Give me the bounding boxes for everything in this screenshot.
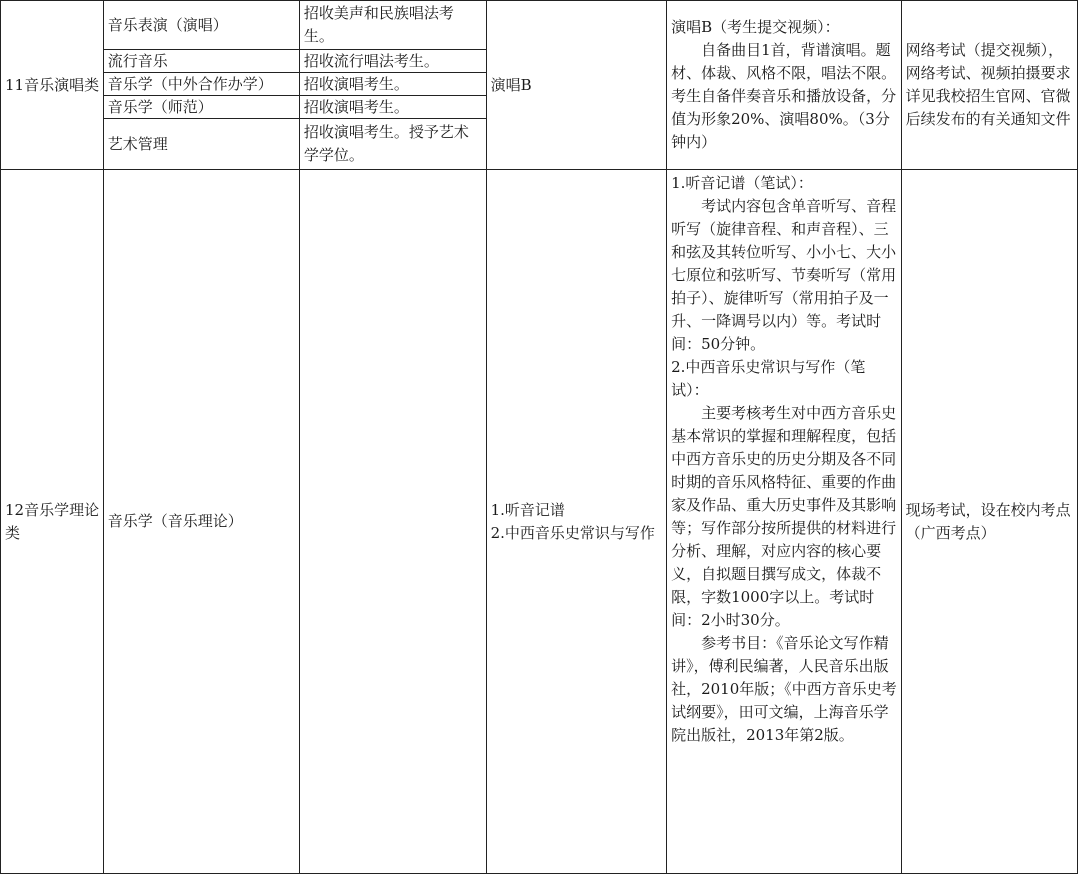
table-row xyxy=(1,170,1078,874)
content-body: 主要考核考生对中西方音乐史基本常识的掌握和理解程度，包括中西方音乐史的历史分期及各不同时期的音乐风格特征、重要的作曲家及作品、重大历史事件及其影响等；写作部分按所提供的材料进行分析、理解，对应内容的核心要义，自拟题目撰写成文，体裁不限，字数1000字以上。考试时间：2小时30分。 xyxy=(671,404,897,629)
table-row xyxy=(1,1,1078,50)
major-note: 招收流行唱法考生。 xyxy=(303,52,439,70)
note-cell xyxy=(299,170,486,874)
category-label: 12音乐学理论类 xyxy=(5,500,100,542)
major-name: 音乐表演（演唱） xyxy=(107,15,228,34)
note-cell xyxy=(299,50,486,73)
content-cell xyxy=(667,1,901,170)
exam-mode-text: 网络考试（提交视频），网络考试、视频拍摄要求详见我校招生官网、官微后续发布的有关通知文件 xyxy=(905,41,1071,128)
mode-cell xyxy=(901,1,1077,170)
major-name: 流行音乐 xyxy=(107,52,168,70)
major-cell xyxy=(103,96,299,119)
category-label: 11音乐演唱类 xyxy=(5,75,100,94)
category-cell xyxy=(1,1,104,170)
note-cell xyxy=(299,73,486,96)
content-heading: 演唱B（考生提交视频）： xyxy=(671,18,840,36)
major-name: 艺术管理 xyxy=(107,134,168,153)
mode-cell xyxy=(901,170,1077,874)
category-cell xyxy=(1,170,104,874)
major-name: 音乐学（音乐理论） xyxy=(107,512,243,530)
major-name: 音乐学（师范） xyxy=(107,98,213,116)
major-note: 招收演唱考生。授予艺术学学位。 xyxy=(303,123,469,164)
content-heading: 1.听音记谱（笔试）： xyxy=(671,174,813,192)
subjects-cell xyxy=(486,1,667,170)
major-note: 招收美声和民族唱法考生。 xyxy=(303,4,454,45)
major-cell xyxy=(103,119,299,170)
content-heading: 2.中西音乐史常识与写作（笔试）： xyxy=(671,358,866,399)
reference-books: 参考书目：《音乐论文写作精讲》，傅利民编著，人民音乐出版社，2010年版；《中西方音乐史考试纲要》，田可文编，上海音乐学院出版社，2013年第2版。 xyxy=(671,634,897,744)
subject-item: 1.听音记谱 xyxy=(490,500,565,519)
subject-item: 2.中西音乐史常识与写作 xyxy=(490,523,655,542)
major-name: 音乐学（中外合作办学） xyxy=(107,75,273,93)
note-cell xyxy=(299,96,486,119)
note-cell xyxy=(299,1,486,50)
major-note: 招收演唱考生。 xyxy=(303,75,409,93)
content-body: 自备曲目1首，背谱演唱。题材、体裁、风格不限，唱法不限。考生自备伴奏音乐和播放设备，分值为形象20%、演唱80%。（3分钟内） xyxy=(671,41,897,151)
note-cell xyxy=(299,119,486,170)
content-body: 考试内容包含单音听写、音程听写（旋律音程、和声音程）、三和弦及其转位听写、小小七、大小七原位和弦听写、节奏听写（常用拍子）、旋律听写（常用拍子及一升、一降调号以内）等。考试时间：50分钟。 xyxy=(671,197,897,353)
subjects-text: 演唱B xyxy=(490,75,532,94)
major-cell xyxy=(103,170,299,874)
major-cell xyxy=(103,50,299,73)
major-cell xyxy=(103,73,299,96)
content-cell xyxy=(667,170,901,874)
major-cell xyxy=(103,1,299,50)
subjects-cell xyxy=(486,170,667,874)
exam-mode-text: 现场考试，设在校内考点（广西考点） xyxy=(905,500,1071,542)
major-note: 招收演唱考生。 xyxy=(303,98,409,116)
